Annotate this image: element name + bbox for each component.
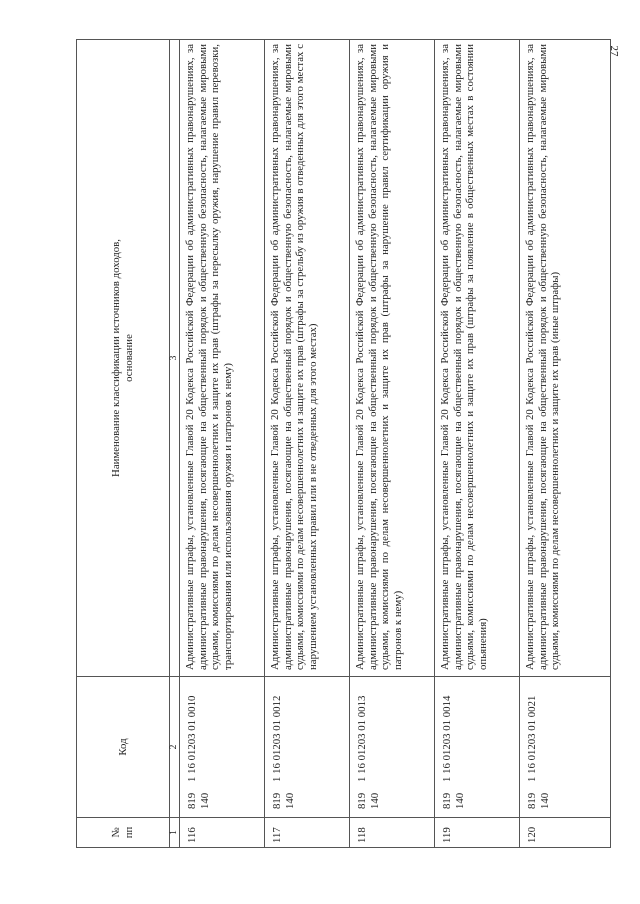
row-budget-code: 1 16 01203 01 0010 140 bbox=[186, 695, 211, 809]
row-number: 116 bbox=[180, 818, 265, 848]
table-row bbox=[520, 40, 611, 848]
row-number: 120 bbox=[520, 818, 611, 848]
row-number: 117 bbox=[265, 818, 350, 848]
row-dept-code: 819 bbox=[356, 792, 368, 809]
row-description: Административные штрафы, установленные Главой 20 Кодекса Российской Федерации об административных правонарушениях, за административные правонарушения, посягающие на общественный порядок и общественную безопасность, налагаемые мировыми судьями, комиссиями по делам несовершеннолетних и защите их прав (иные штрафы) bbox=[520, 40, 611, 677]
header-code: Код bbox=[77, 677, 170, 818]
table-row bbox=[350, 40, 435, 848]
column-number-2: 2 bbox=[170, 677, 180, 818]
header-num-line2: пп bbox=[123, 826, 135, 839]
row-description: Административные штрафы, установленные Главой 20 Кодекса Российской Федерации об административных правонарушениях, за административные правонарушения, посягающие на общественный порядок и общественную безопасность, налагаемые мировыми судьями, комиссиями по делам несовершеннолетних и защите их прав (штрафы за нарушение правил сертификации оружия и патронов к нему) bbox=[350, 40, 435, 677]
table-row bbox=[180, 40, 265, 848]
row-dept-code: 819 bbox=[271, 792, 283, 809]
row-budget-code: 1 16 01203 01 0021 140 bbox=[526, 695, 551, 809]
row-code bbox=[520, 677, 611, 818]
row-dept-code: 819 bbox=[526, 792, 538, 809]
row-code bbox=[265, 677, 350, 818]
row-number: 118 bbox=[350, 818, 435, 848]
header-name-line1: Наименование классификации источников доходов, bbox=[110, 239, 123, 477]
income-classification-table bbox=[76, 39, 611, 848]
column-number-1: 1 bbox=[170, 818, 180, 848]
row-budget-code: 1 16 01203 01 0014 140 bbox=[441, 695, 466, 809]
header-name bbox=[77, 40, 170, 677]
row-description: Административные штрафы, установленные Главой 20 Кодекса Российской Федерации об административных правонарушениях, за административные правонарушения, посягающие на общественный порядок и общественную безопасность, налагаемые мировыми судьями, комиссиями по делам несовершеннолетних и защите их прав (штрафы за пересылку оружия, нарушение правил перевозки, транспортирования или использования оружия и патронов к нему) bbox=[180, 40, 265, 677]
table-row bbox=[265, 40, 350, 848]
row-budget-code: 1 16 01203 01 0013 140 bbox=[356, 695, 381, 809]
table-row bbox=[435, 40, 520, 848]
rotated-table-container bbox=[76, 40, 604, 848]
header-num-line1: № bbox=[110, 827, 123, 838]
row-description: Административные штрафы, установленные Главой 20 Кодекса Российской Федерации об административных правонарушениях, за административные правонарушения, посягающие на общественный порядок и общественную безопасность, налагаемые мировыми судьями, комиссиями по делам несовершеннолетних и защите их прав (штрафы за стрельбу из оружия в отведенных для этого местах с нарушением установленных правил или в не отведенных для этого местах) bbox=[265, 40, 350, 677]
row-code bbox=[180, 677, 265, 818]
row-budget-code: 1 16 01203 01 0012 140 bbox=[271, 695, 296, 809]
row-dept-code: 819 bbox=[186, 792, 198, 809]
row-code bbox=[350, 677, 435, 818]
header-num bbox=[77, 818, 170, 848]
column-number-row bbox=[170, 40, 180, 848]
row-description: Административные штрафы, установленные Главой 20 Кодекса Российской Федерации об административных правонарушениях, за административные правонарушения, посягающие на общественный порядок и общественную безопасность, налагаемые мировыми судьями, комиссиями по делам несовершеннолетних и защите их прав (штрафы за появление в общественных местах в состоянии опьянения) bbox=[435, 40, 520, 677]
row-dept-code: 819 bbox=[441, 792, 453, 809]
row-code bbox=[435, 677, 520, 818]
column-number-3: 3 bbox=[170, 40, 180, 677]
header-name-line2: основание bbox=[123, 334, 135, 382]
page-number: 27 bbox=[608, 45, 620, 57]
row-number: 119 bbox=[435, 818, 520, 848]
header-row bbox=[77, 40, 170, 848]
